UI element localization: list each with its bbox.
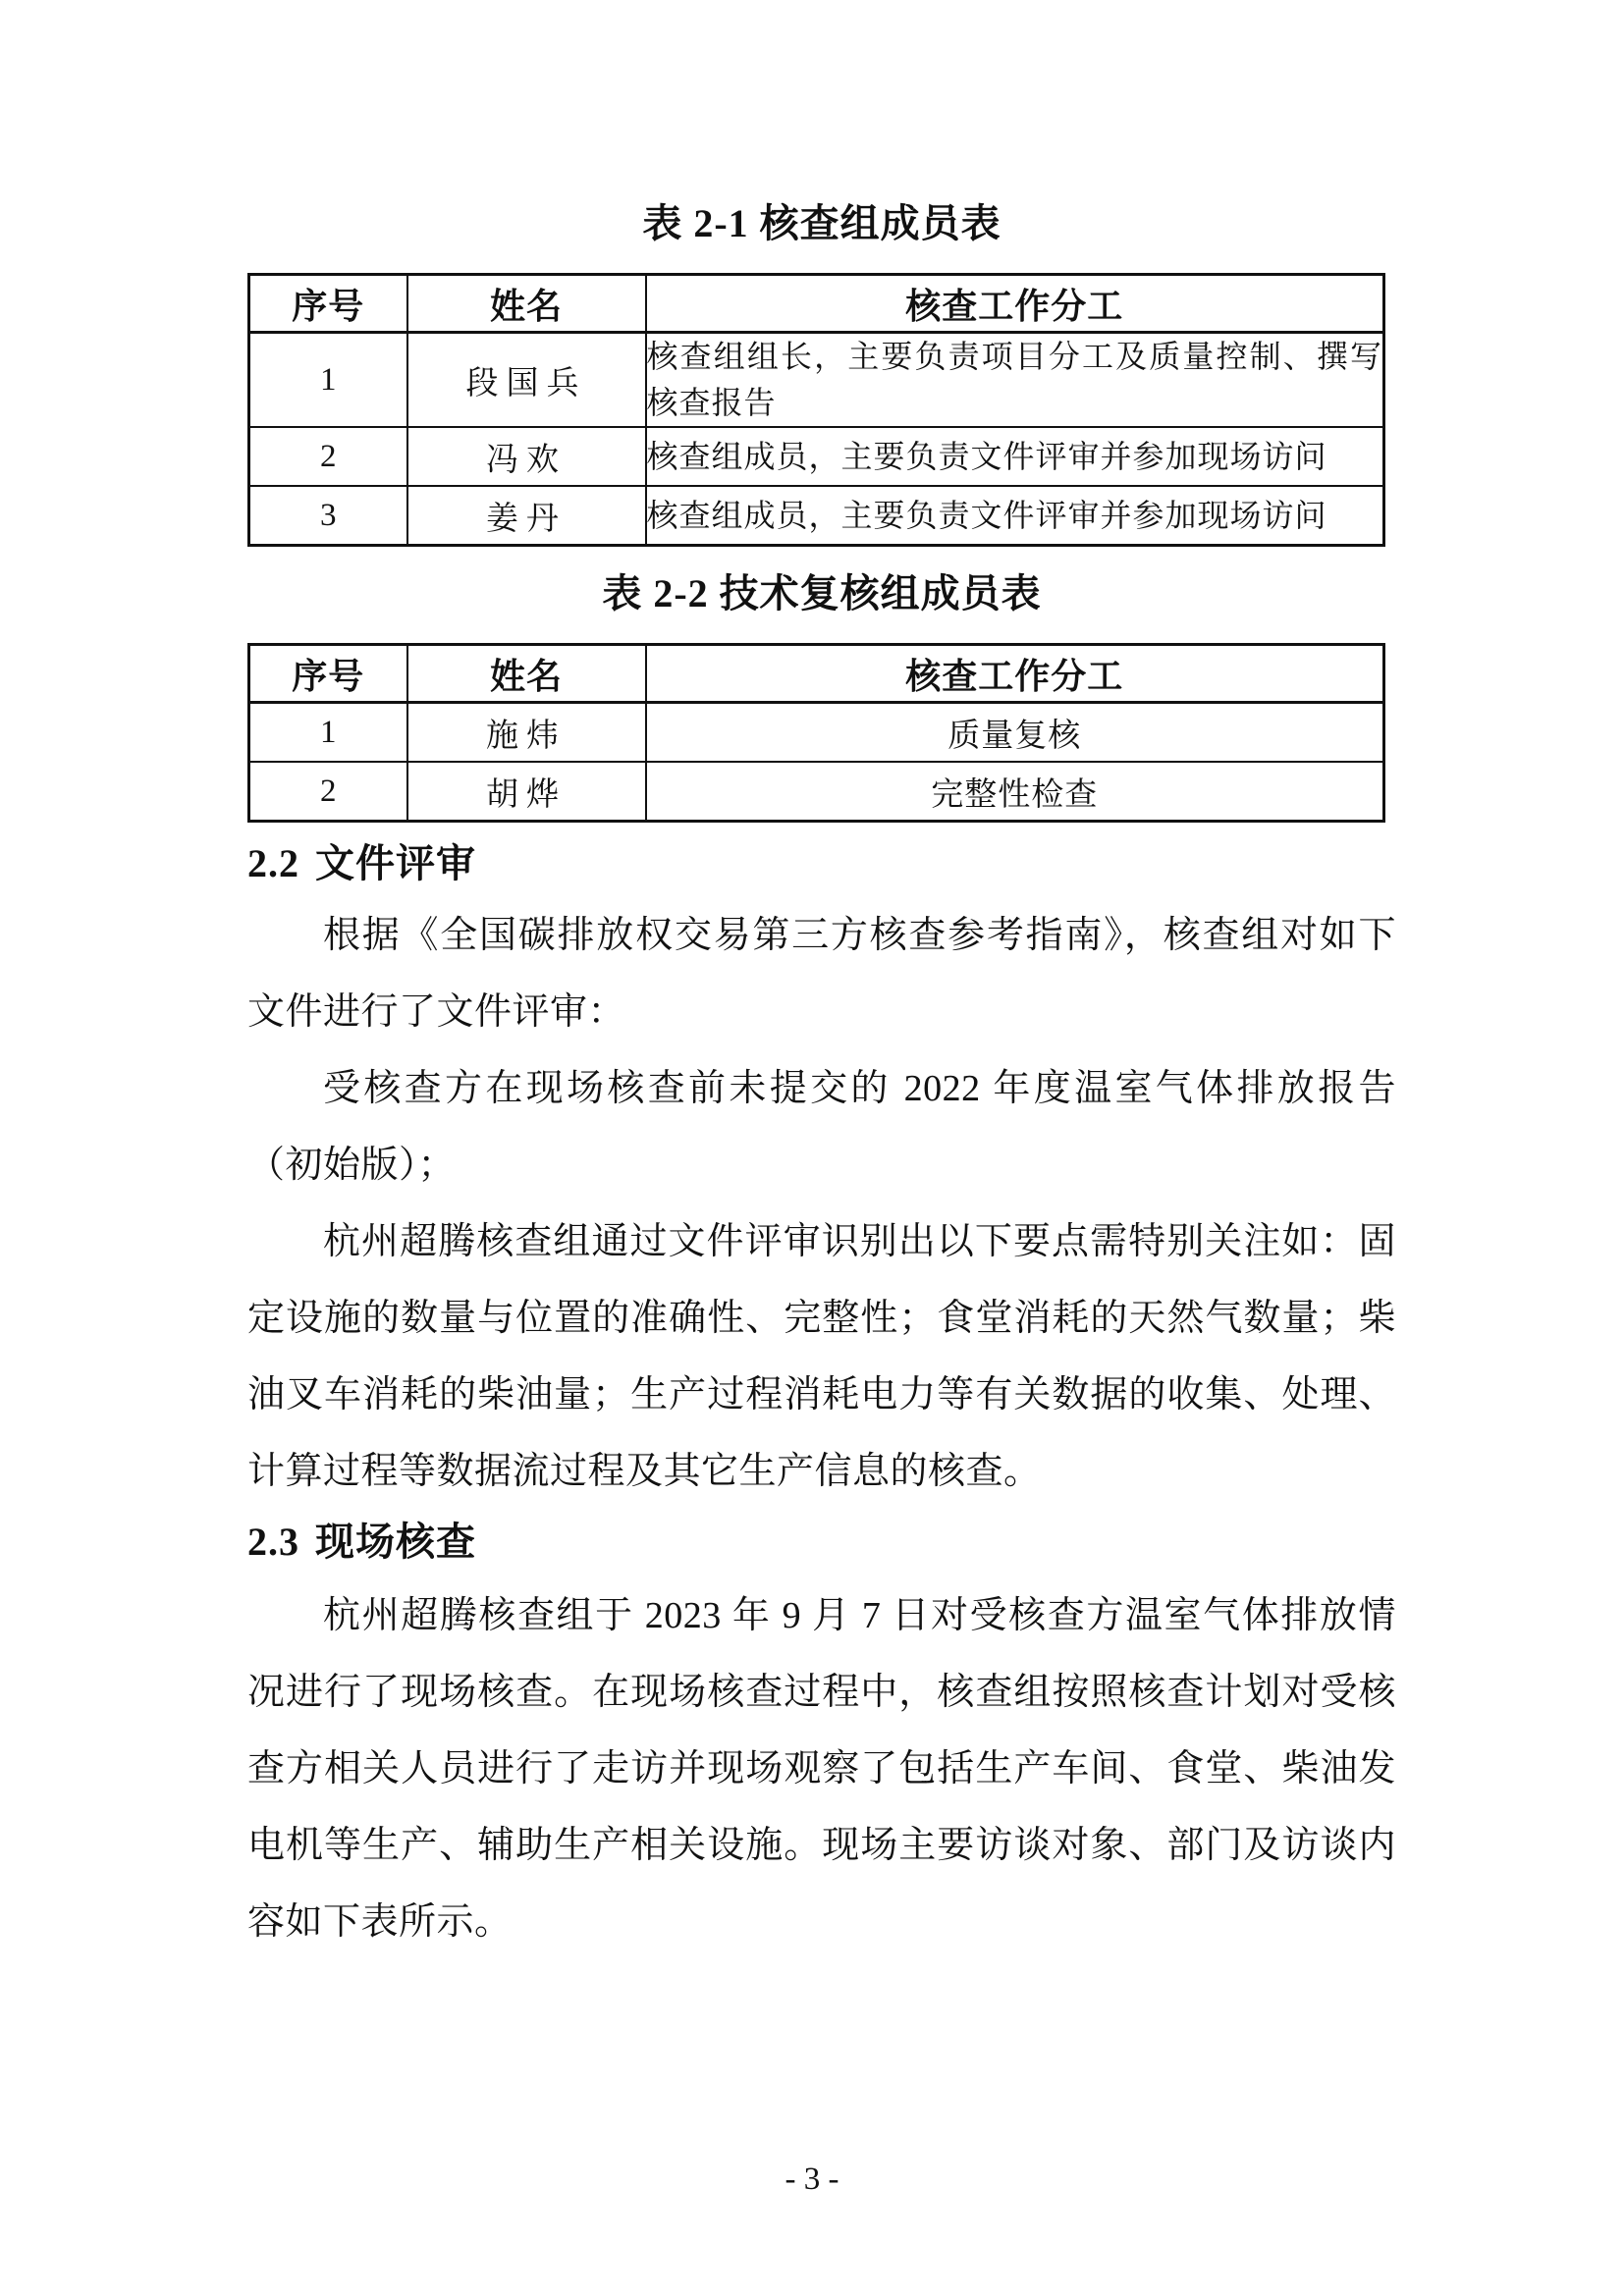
cell-duty: 质量复核	[646, 703, 1384, 763]
cell-name: 姜丹	[407, 486, 646, 546]
table-row	[249, 762, 1384, 822]
document-content	[247, 196, 1396, 1960]
table-header-row	[249, 275, 1384, 333]
cell-no: 1	[249, 703, 407, 763]
cell-duty: 完整性检查	[646, 762, 1384, 822]
cell-duty: 核查组成员，主要负责文件评审并参加现场访问	[646, 486, 1384, 546]
table-header-row	[249, 645, 1384, 703]
column-header-duty: 核查工作分工	[646, 645, 1384, 703]
paragraph: 根据《全国碳排放权交易第三方核查参考指南》，核查组对如下文件进行了文件评审：	[247, 915, 1396, 1033]
column-header-no: 序号	[249, 645, 407, 703]
cell-name: 冯欢	[407, 427, 646, 486]
cell-no: 3	[249, 486, 407, 546]
table-row	[249, 703, 1384, 763]
cell-name: 胡烨	[407, 762, 646, 822]
table-2-1-title: 表 2-1 核查组成员表	[642, 201, 1001, 245]
page-number: - 3 -	[785, 2162, 839, 2197]
column-header-duty: 核查工作分工	[646, 275, 1384, 333]
column-header-name: 姓名	[407, 645, 646, 703]
paragraph: 受核查方在现场核查前未提交的 2022 年度温室气体排放报告（初始版）；	[247, 1068, 1396, 1186]
section-number: 2.2	[247, 841, 299, 885]
table-row	[249, 486, 1384, 546]
section-number: 2.3	[247, 1520, 299, 1564]
cell-no: 2	[249, 427, 407, 486]
paragraph: 杭州超腾核查组于 2023 年 9 月 7 日对受核查方温室气体排放情况进行了现场核查。在现场核查过程中，核查组按照核查计划对受核查方相关人员进行了走访并现场观察了包括生产车间、食堂、柴油发电机等生产、辅助生产相关设施。现场主要访谈对象、部门及访谈内容如下表所示。	[247, 1595, 1396, 1943]
technical-review-team-table	[247, 643, 1385, 823]
section-title: 现场核查	[315, 1520, 476, 1564]
cell-duty: 核查组成员，主要负责文件评审并参加现场访问	[646, 427, 1384, 486]
table-2-2-title: 表 2-2 技术复核组成员表	[602, 571, 1042, 615]
table-row	[249, 427, 1384, 486]
section-title: 文件评审	[315, 841, 476, 885]
cell-name: 段国兵	[407, 333, 646, 428]
paragraph: 杭州超腾核查组通过文件评审识别出以下要点需特别关注如：固定设施的数量与位置的准确性、完整性；食堂消耗的天然气数量；柴油叉车消耗的柴油量；生产过程消耗电力等有关数据的收集、处理、计算过程等数据流过程及其它生产信息的核查。	[247, 1221, 1396, 1492]
section-heading-2-2	[247, 840, 1396, 887]
cell-no: 2	[249, 762, 407, 822]
column-header-name: 姓名	[407, 275, 646, 333]
cell-no: 1	[249, 333, 407, 428]
section-heading-2-3	[247, 1519, 1396, 1566]
verification-team-table	[247, 273, 1385, 547]
column-header-no: 序号	[249, 275, 407, 333]
table-row	[249, 333, 1384, 428]
cell-duty: 核查组组长，主要负责项目分工及质量控制、撰写核查报告	[646, 333, 1384, 428]
cell-name: 施炜	[407, 703, 646, 763]
